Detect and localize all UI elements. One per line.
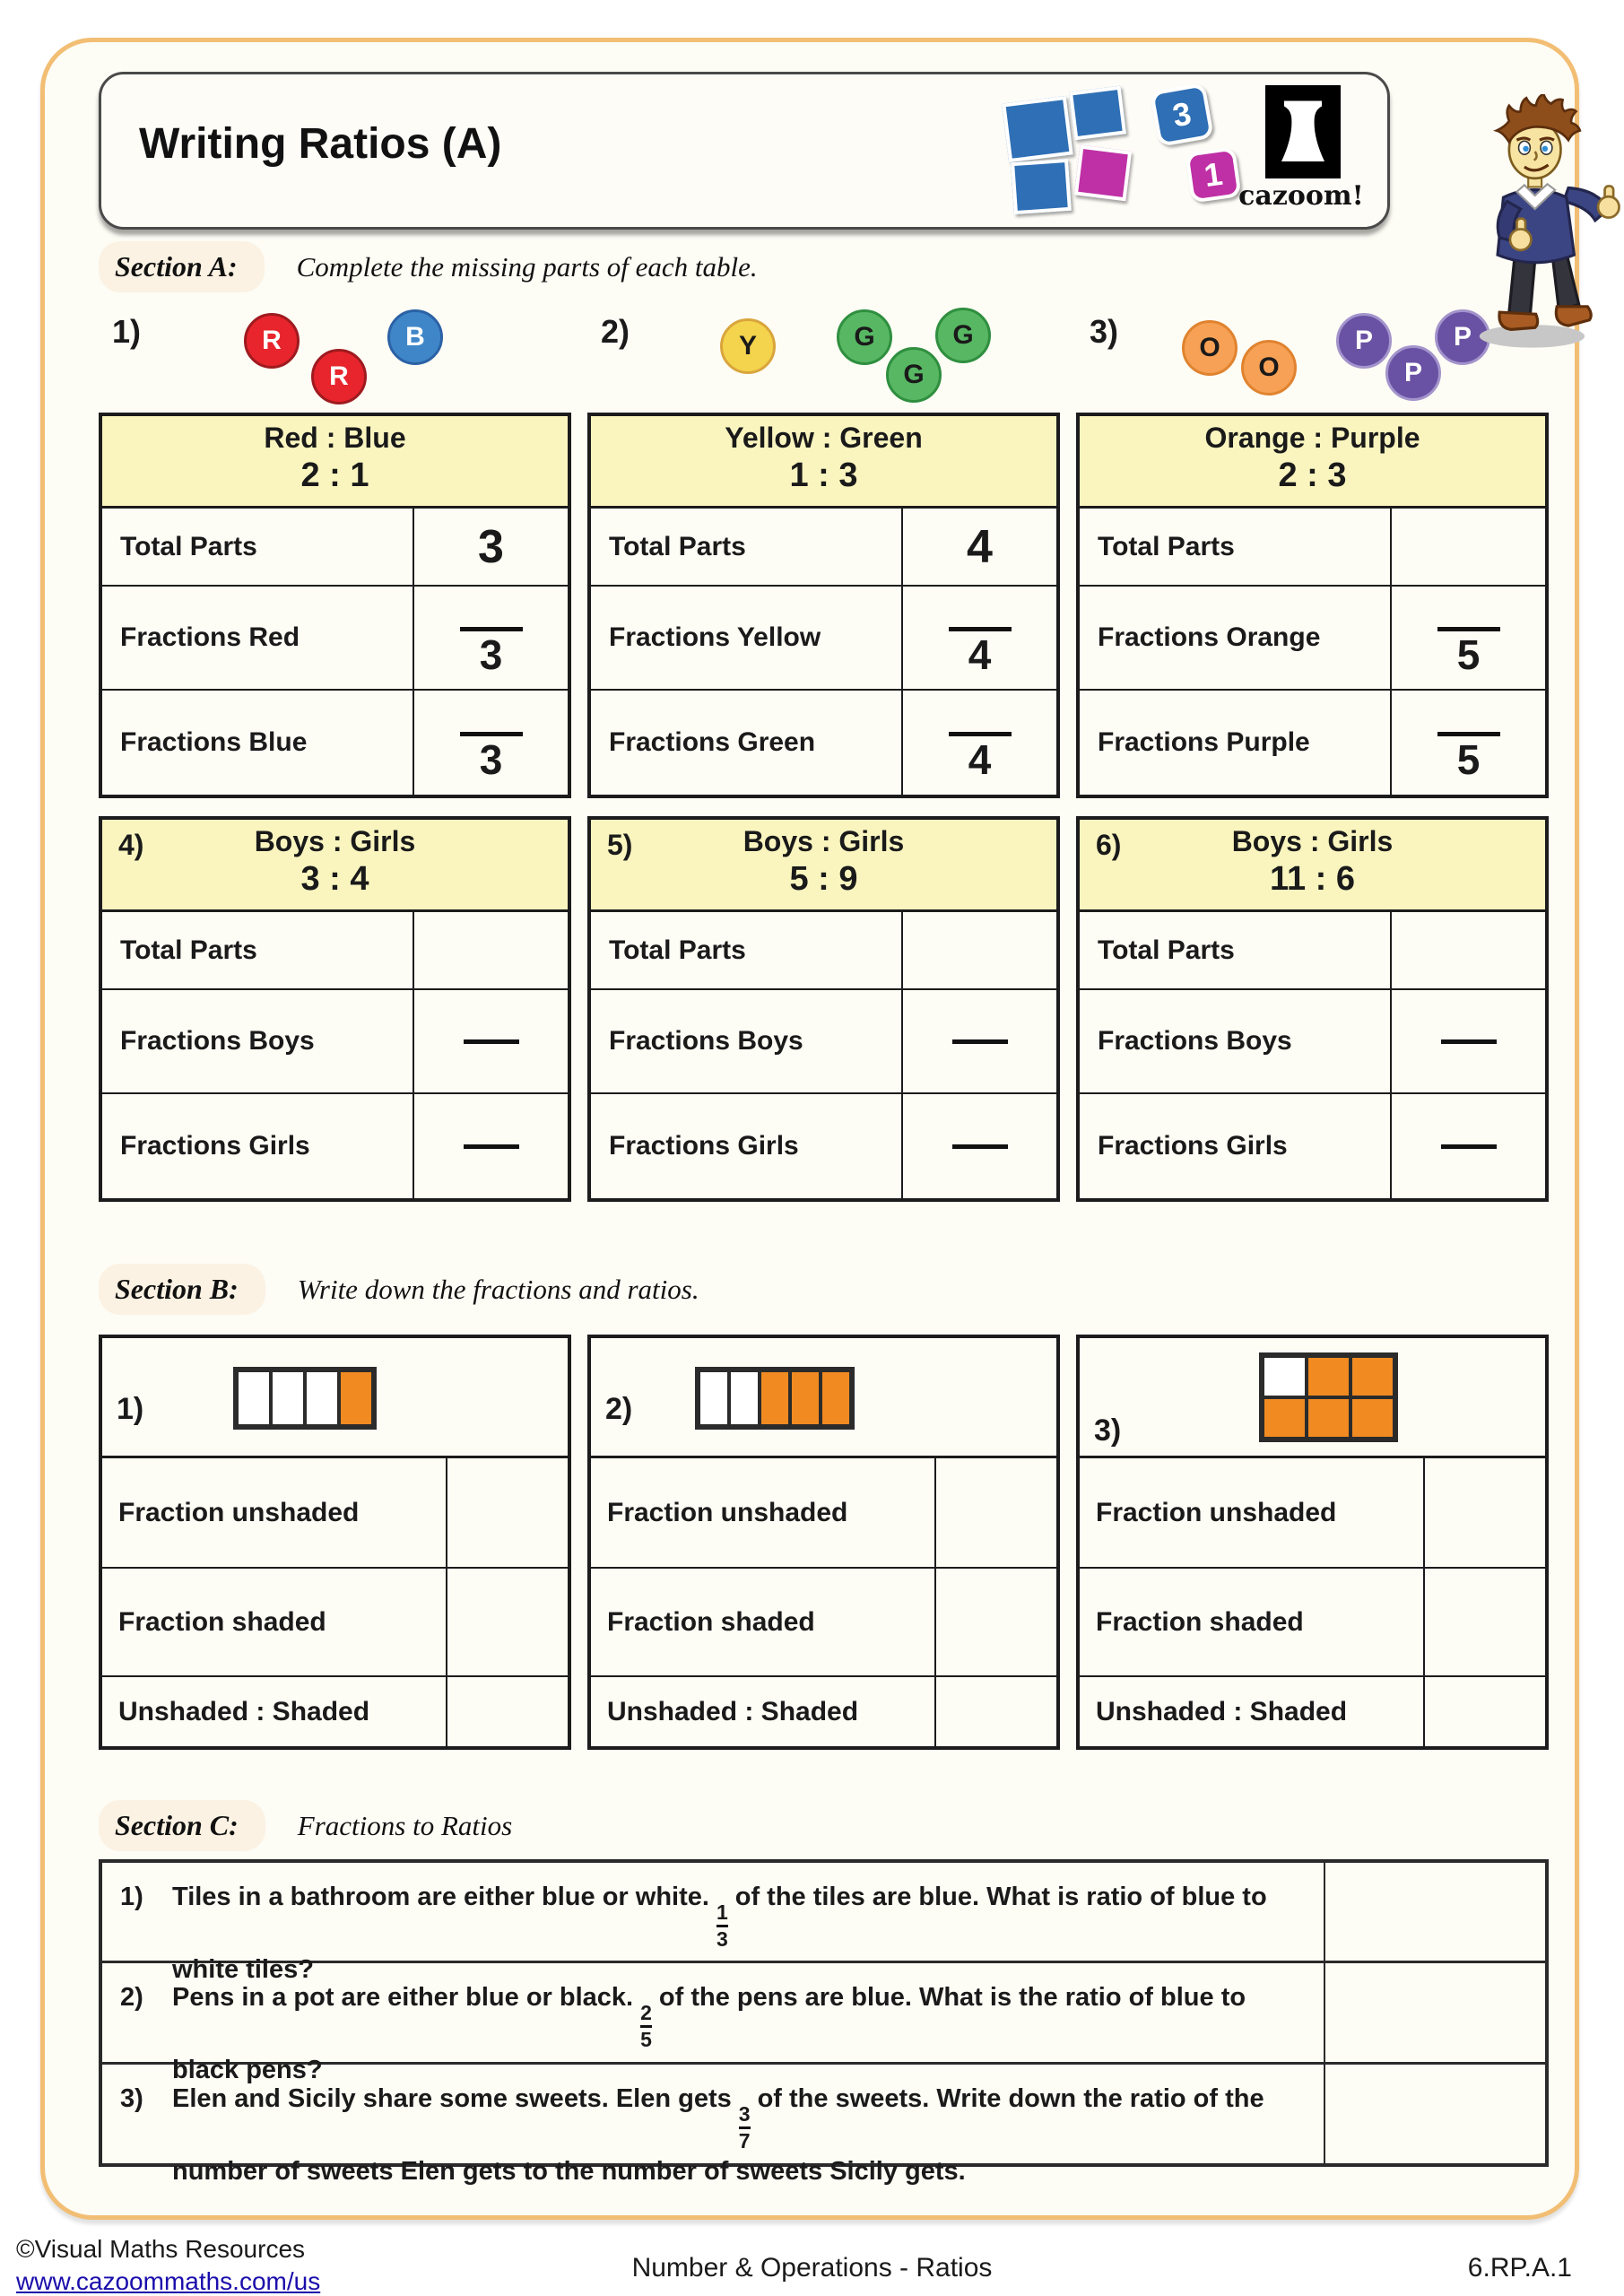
row-label: Fraction shaded xyxy=(1080,1569,1425,1675)
counter-circle: B xyxy=(387,309,443,365)
answer-cell[interactable]: 3 xyxy=(414,587,568,689)
answer-cell[interactable] xyxy=(903,990,1056,1092)
table-title: Boys : Girls xyxy=(1231,825,1394,857)
table-ratio: 3 : 4 xyxy=(300,859,369,898)
row-label: Total Parts xyxy=(591,509,903,585)
section-a-label: Section A: xyxy=(99,241,265,292)
counter-circle: P xyxy=(1435,309,1490,365)
logo-square-icon xyxy=(1069,86,1126,141)
answer-cell[interactable]: 4 xyxy=(967,520,993,573)
row-label: Unshaded : Shaded xyxy=(102,1677,447,1746)
answer-cell[interactable] xyxy=(414,1094,568,1198)
item-number: 3) xyxy=(1090,313,1119,350)
table-header xyxy=(102,416,568,509)
answer-cell[interactable]: 5 xyxy=(1392,587,1545,689)
counter-circle: Y xyxy=(720,318,776,374)
row-label: Fractions Red xyxy=(102,587,414,689)
answer-cell[interactable]: 3 xyxy=(478,520,504,573)
row-label: Fractions Blue xyxy=(102,691,414,795)
answer-cell[interactable] xyxy=(936,1458,1056,1567)
item-number: 2) xyxy=(601,313,630,350)
item-number: 1) xyxy=(112,313,142,350)
brand-wordmark: cazoom! xyxy=(1238,180,1364,212)
section-c-label: Section C: xyxy=(99,1800,265,1851)
counter-circle: G xyxy=(837,309,892,365)
counter-circle: P xyxy=(1385,345,1441,401)
answer-cell[interactable] xyxy=(1324,1863,1545,1961)
mascot-illustration xyxy=(1424,94,1624,352)
row-label: Unshaded : Shaded xyxy=(591,1677,936,1746)
shape-box xyxy=(102,1338,568,1458)
answer-cell[interactable] xyxy=(1425,1569,1545,1675)
footer-topic: Number & Operations - Ratios xyxy=(631,2253,993,2283)
answer-cell[interactable] xyxy=(447,1569,568,1675)
shading-table-2 xyxy=(587,1335,1060,1750)
counter-circle: O xyxy=(1241,340,1297,396)
question-row xyxy=(102,1963,1545,2084)
ratio-table-4 xyxy=(99,816,571,1202)
item-number: 1) xyxy=(117,1392,144,1426)
item-number: 3) xyxy=(1094,1413,1122,1448)
page-title: Writing Ratios (A) xyxy=(139,120,502,168)
row-label: Fractions Girls xyxy=(1080,1094,1392,1198)
row-label: Total Parts xyxy=(102,509,414,585)
counter-group-1 xyxy=(99,308,571,426)
logo-square-icon xyxy=(1011,159,1072,214)
answer-cell[interactable] xyxy=(1425,1458,1545,1567)
title-box xyxy=(99,72,1390,230)
answer-cell[interactable] xyxy=(1392,509,1545,585)
section-a-instruction: Complete the missing parts of each table. xyxy=(296,250,758,283)
row-label: Fractions Girls xyxy=(591,1094,903,1198)
answer-cell[interactable]: 4 xyxy=(903,587,1056,689)
logo-number-tile: 3 xyxy=(1150,83,1214,147)
row-label: Total Parts xyxy=(1080,912,1392,988)
row-label: Fraction unshaded xyxy=(1080,1458,1425,1567)
answer-cell[interactable] xyxy=(936,1569,1056,1675)
row-label: Fraction shaded xyxy=(591,1569,936,1675)
section-c-head xyxy=(99,1800,512,1851)
table-ratio: 5 : 9 xyxy=(789,859,858,898)
cazoom-link[interactable]: www.cazoommaths.com/us xyxy=(16,2267,321,2295)
item-number: 2) xyxy=(605,1392,633,1426)
answer-cell[interactable] xyxy=(903,912,1056,988)
section-a-head xyxy=(99,241,758,292)
answer-cell[interactable] xyxy=(414,990,568,1092)
answer-cell[interactable]: 3 xyxy=(414,691,568,795)
shading-table-1 xyxy=(99,1335,571,1750)
answer-cell[interactable] xyxy=(414,912,568,988)
question-row xyxy=(102,2065,1545,2186)
section-b-instruction: Write down the fractions and ratios. xyxy=(297,1273,699,1305)
counter-circle: P xyxy=(1336,313,1392,369)
table-header xyxy=(591,416,1056,509)
row-label: Fractions Purple xyxy=(1080,691,1392,795)
answer-cell[interactable] xyxy=(1425,1677,1545,1746)
counter-circle: R xyxy=(311,349,367,404)
row-label: Fraction unshaded xyxy=(591,1458,936,1567)
ratio-table-3 xyxy=(1076,413,1549,798)
table-title: Orange : Purple xyxy=(1204,422,1420,454)
row-label: Fractions Girls xyxy=(102,1094,414,1198)
table-header xyxy=(102,820,568,912)
table-ratio: 11 : 6 xyxy=(1269,859,1356,898)
table-number: 4) xyxy=(118,829,144,861)
row-label: Total Parts xyxy=(1080,509,1392,585)
inline-fraction: $\frac{2}{5}$ xyxy=(640,2001,652,2051)
question-text: 3) Elen and Sicily share some sweets. Elen gets $\frac{3}{7}$ of the sweets. Write down the ratio of the number of sweets Elen gets to the number of sweets Sicily gets. xyxy=(120,2084,1264,2186)
row-label: Fractions Boys xyxy=(102,990,414,1092)
table-ratio: 1 : 3 xyxy=(789,456,858,494)
row-label: Total Parts xyxy=(102,912,414,988)
ratio-table-5 xyxy=(587,816,1060,1202)
section-b-label: Section B: xyxy=(99,1264,265,1315)
logo-number-tile: 1 xyxy=(1185,146,1241,203)
shape-box xyxy=(591,1338,1056,1458)
table-number: 5) xyxy=(607,829,633,861)
word-problems-table xyxy=(99,1859,1549,2186)
question-row xyxy=(102,1863,1545,1984)
answer-cell[interactable] xyxy=(1324,1963,1545,2062)
answer-cell[interactable] xyxy=(447,1458,568,1567)
table-title: Boys : Girls xyxy=(743,825,905,857)
ratio-table-6 xyxy=(1076,816,1549,1202)
row-label: Fraction shaded xyxy=(102,1569,447,1675)
counter-group-2 xyxy=(587,308,1060,426)
table-ratio: 2 : 1 xyxy=(300,456,369,494)
copyright-text: ©Visual Maths Resources xyxy=(16,2235,306,2263)
inline-fraction: $\frac{3}{7}$ xyxy=(738,2102,751,2152)
table-title: Boys : Girls xyxy=(254,825,416,857)
answer-cell[interactable]: 4 xyxy=(903,691,1056,795)
goblet-icon xyxy=(1265,85,1341,178)
answer-cell[interactable] xyxy=(1392,990,1545,1092)
section-c-instruction: Fractions to Ratios xyxy=(297,1809,513,1841)
row-label: Fractions Orange xyxy=(1080,587,1392,689)
worksheet-frame xyxy=(40,38,1579,2220)
counter-circle: G xyxy=(935,308,991,363)
row-label: Fractions Boys xyxy=(591,990,903,1092)
cazoom-logo xyxy=(1003,85,1362,220)
counter-circle: O xyxy=(1182,320,1238,376)
shape-box xyxy=(1080,1338,1545,1458)
footer-standard-code: 6.RP.A.1 xyxy=(1467,2253,1572,2283)
table-number: 6) xyxy=(1096,829,1122,861)
section-b-head xyxy=(99,1264,699,1315)
answer-cell[interactable] xyxy=(1392,1094,1545,1198)
inline-fraction: $\frac{1}{3}$ xyxy=(716,1900,728,1951)
answer-cell[interactable] xyxy=(903,1094,1056,1198)
table-title: Yellow : Green xyxy=(725,422,923,454)
row-label: Fractions Yellow xyxy=(591,587,903,689)
fraction-bar-diagram xyxy=(233,1367,377,1430)
table-title: Red : Blue xyxy=(264,422,406,454)
answer-cell[interactable] xyxy=(447,1677,568,1746)
fraction-grid-diagram xyxy=(1259,1352,1398,1442)
row-label: Fractions Boys xyxy=(1080,990,1392,1092)
ratio-table-2 xyxy=(587,413,1060,798)
table-ratio: 2 : 3 xyxy=(1278,456,1347,494)
row-label: Fractions Green xyxy=(591,691,903,795)
answer-cell[interactable] xyxy=(1392,912,1545,988)
counter-circle: R xyxy=(244,313,300,369)
logo-square-icon xyxy=(1074,145,1132,202)
question-text: 1) Tiles in a bathroom are either blue or white. $\frac{1}{3}$ of the tiles are blue. What is ratio of blue to white tiles? xyxy=(120,1883,1267,1984)
ratio-table-1 xyxy=(99,413,571,798)
answer-cell[interactable] xyxy=(1324,2065,1545,2163)
answer-cell[interactable] xyxy=(936,1677,1056,1746)
table-header xyxy=(1080,416,1545,509)
table-header xyxy=(1080,820,1545,912)
counter-circle: G xyxy=(886,347,942,403)
row-label: Unshaded : Shaded xyxy=(1080,1677,1425,1746)
shading-table-3 xyxy=(1076,1335,1549,1750)
row-label: Total Parts xyxy=(591,912,903,988)
table-header xyxy=(591,820,1056,912)
fraction-bar-diagram xyxy=(695,1367,855,1430)
answer-cell[interactable]: 5 xyxy=(1392,691,1545,795)
logo-square-icon xyxy=(1002,96,1073,162)
row-label: Fraction unshaded xyxy=(102,1458,447,1567)
question-text: 2) Pens in a pot are either blue or black. $\frac{2}{5}$ of the pens are blue. What is the ratio of blue to black pens? xyxy=(120,1983,1246,2084)
